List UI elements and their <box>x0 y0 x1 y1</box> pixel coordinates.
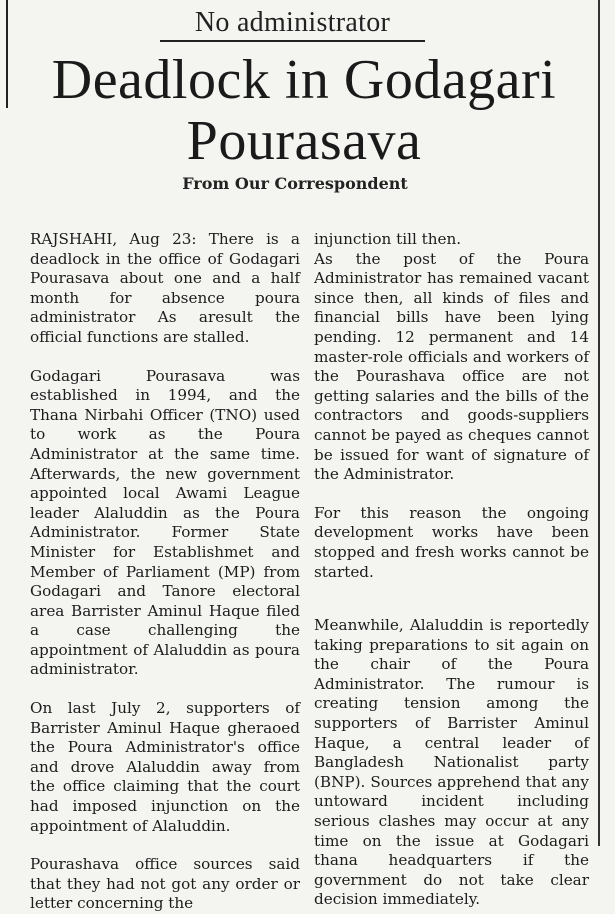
paragraph: On last July 2, supporters of Barrister Aminul Haque gheraoed the Poura Administrator's office and drove Alaluddin away from the office claiming that the court had imposed injunction on the appointment of Alaluddin. <box>30 699 300 835</box>
headline-line-2: Pourasava <box>186 110 422 172</box>
paragraph: Pourashava office sources said that they had not got any order or letter concerning the <box>30 855 300 913</box>
paragraph: RAJSHAHI, Aug 23: There is a deadlock in the office of Godagari Pourasava about one and a half month for absence poura administrator As aresult the official functions are stalled. <box>30 230 300 346</box>
paragraph: Godagari Pourasava was established in 1994, and the Thana Nirbahi Officer (TNO) used to work as the Poura Administrator at the same time. Afterwards, the new government appointed local Awami League leader Alaluddin as the Poura Administrator. Former State Minister for Establishmet and Member of Parliament (MP) from Godagari and Tanore electoral area Barrister Aminul Haque filed a case challenging the appointment of Alaluddin as poura administrator. <box>30 366 300 679</box>
byline: From Our Correspondent <box>182 174 408 193</box>
main-headline <box>14 50 594 172</box>
paragraph: As the post of the Poura Administrator has remained vacant since then, all kinds of files and financial bills have been lying pending. 12 permanent and 14 master-role officials and workers of the Pourashava office are not getting salaries and the bills of the contractors and goods-suppliers cannot be payed as cheques cannot be issued for want of signature of the Administrator. <box>314 249 589 484</box>
headline-line-1: Deadlock in Godagari <box>51 49 557 111</box>
article-column-2 <box>314 230 589 910</box>
paragraph: injunction till then. <box>314 230 462 248</box>
column-rule-left <box>6 0 8 108</box>
column-rule-right <box>598 0 600 846</box>
kicker-headline: No administrator <box>160 6 425 42</box>
article-column-1 <box>30 230 300 914</box>
paragraph: Meanwhile, Alaluddin is reportedly taking preparations to sit again on the chair of the Poura Administrator. The rumour is creating tension among the supporters of Barrister Aminul Haque, a central leader of Bangladesh Nationalist party (BNP). Sources apprehend that any untoward incident including serious clashes may occur at any time on the issue at Godagari thana headquarters if the government do not take clear decision immediately. <box>314 616 589 909</box>
paragraph: For this reason the ongoing development works have been stopped and fresh works cannot be started. <box>314 503 589 581</box>
